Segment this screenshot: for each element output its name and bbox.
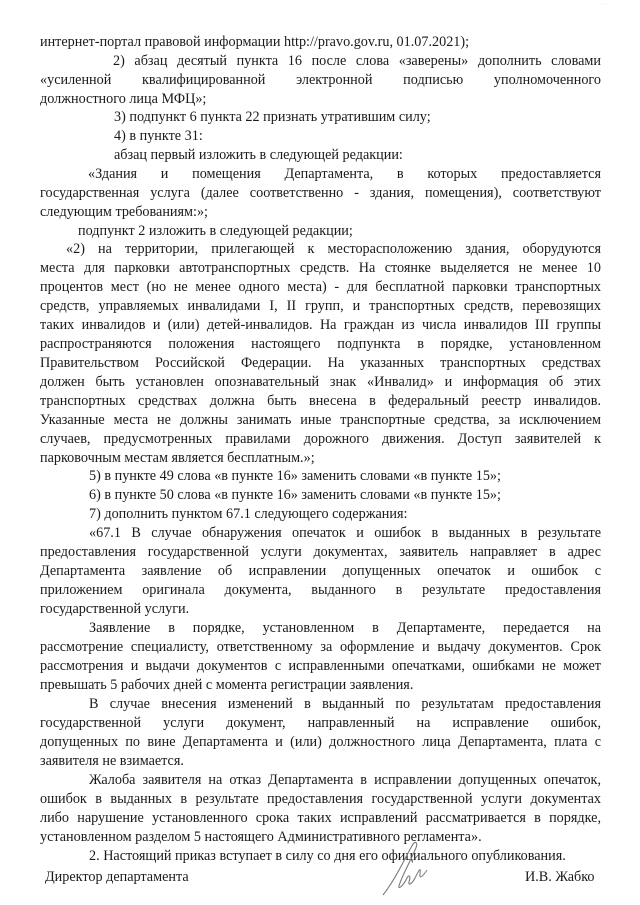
text-line-17: распространяются положения настоящего подпункта в порядке, установленном [40, 336, 601, 352]
text-line-9: государственная услуга (далее соответственно - здания, помещения), соответствуют [40, 185, 601, 201]
text-line-38: допущенных по вине Департамента и (или) должностного лица Департамента, плата с [40, 734, 601, 750]
text-line-6: 4) в пункте 31: [114, 128, 203, 144]
text-line-11: подпункт 2 изложить в следующей редакции; [78, 223, 353, 239]
text-line-41: ошибок в выданных в результате предоставления государственной услуги документах [40, 791, 601, 807]
text-line-20: транспортных средствах должна быть внесена в федеральный реестр инвалидов. [40, 393, 601, 409]
handwritten-signature [375, 840, 435, 900]
text-line-8: «Здания и помещения Департамента, в которых предоставляется [88, 166, 601, 182]
text-line-13: места для парковки автотранспортных средств. На стоянке выделяется не менее 10 [40, 260, 601, 276]
text-line-25: 6) в пункте 50 слова «в пункте 16» заменить словами «в пункте 15»; [89, 487, 501, 503]
text-line-15: средств, управляемых инвалидами I, II групп, и транспортных средств, перевозящих [40, 298, 601, 314]
text-line-1: интернет-портал правовой информации http://pravo.gov.ru, 01.07.2021); [40, 34, 470, 50]
text-line-33: рассмотрение специалисту, ответственному за оформление и выдачу документов. Срок [40, 639, 601, 655]
text-line-36: В случае внесения изменений в выданный по результатам предоставления [89, 696, 601, 712]
text-line-31: государственной услуги. [40, 601, 190, 617]
text-line-35: превышать 5 рабочих дней с момента регистрации заявления. [40, 677, 414, 693]
text-line-4: должностного лица МФЦ»; [40, 91, 207, 107]
text-line-12: «2) на территории, прилегающей к месторасположению здания, оборудуются [66, 241, 601, 257]
text-line-3: «усиленной квалифицированной электронной подписью уполномоченного [40, 72, 601, 88]
text-line-29: Департамента заявление об исправлении допущенных опечаток и ошибок с [40, 563, 601, 579]
text-line-21: Указанные места не должны занимать иные транспортные средства, за исключением [40, 412, 601, 428]
signatory-name: И.В. Жабко [525, 869, 595, 885]
text-line-34: рассмотрения и выдачи документов с исправленными опечатками, ошибками не может [40, 658, 601, 674]
text-line-42: либо нарушение установленного срока таких исправлений рассматривается в порядке, [40, 810, 601, 826]
text-line-23: парковочным местам является бесплатным.»; [40, 450, 315, 466]
text-line-43: установленном разделом 5 настоящего Административного регламента». [40, 829, 482, 845]
text-line-18: Правительством Российской Федерации. На указанных транспортных средствах [40, 355, 601, 371]
text-line-7: абзац первый изложить в следующей редакции: [114, 147, 403, 163]
text-line-10: следующим требованиям:»; [40, 204, 208, 220]
text-line-28: предоставления государственной услуги документах, заявитель направляет в адрес [40, 544, 601, 560]
text-line-2: 2) абзац десятый пункта 16 после слова «заверены» дополнить словами [113, 53, 601, 69]
text-line-22: случаев, предусмотренных правилами дорожного движения. Доступ заявителей к [40, 431, 601, 447]
text-line-39: заявителя не взимается. [40, 753, 184, 769]
text-line-19: должен быть установлен опознавательный знак «Инвалид» и информация об этих [40, 374, 601, 390]
text-line-32: Заявление в порядке, установленном в Департаменте, передается на [89, 620, 601, 636]
signatory-position: Директор департамента [45, 869, 189, 885]
text-line-5: 3) подпункт 6 пункта 22 признать утратившим силу; [114, 109, 431, 125]
text-line-27: «67.1 В случае обнаружения опечаток и ошибок в выданных в результате [89, 525, 601, 541]
text-line-26: 7) дополнить пунктом 67.1 следующего содержания: [89, 506, 408, 522]
text-line-30: приложением оригинала документа, выданного в результате предоставления [40, 582, 601, 598]
text-line-24: 5) в пункте 49 слова «в пункте 16» заменить словами «в пункте 15»; [89, 468, 501, 484]
text-line-37: государственной услуги документ, направленный на исправление ошибок, [40, 715, 601, 731]
text-line-44: 2. Настоящий приказ вступает в силу со дня его официального опубликования. [89, 848, 566, 864]
text-line-14: процентов мест (но не менее одного места) - для бесплатной парковки транспортных [40, 279, 601, 295]
corner-mark: · · · [600, 2, 609, 8]
text-line-40: Жалоба заявителя на отказ Департамента в исправлении допущенных опечаток, [89, 772, 601, 788]
text-line-16: таких инвалидов и (или) детей-инвалидов. На граждан из числа инвалидов III группы [40, 317, 601, 333]
